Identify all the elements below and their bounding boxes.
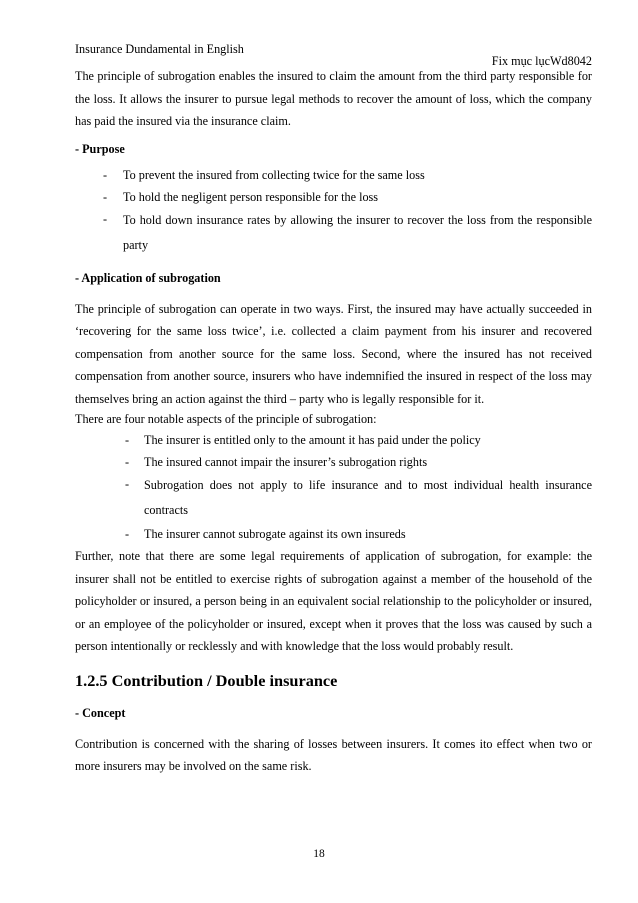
purpose-heading: - Purpose bbox=[75, 141, 125, 156]
dash-bullet: - bbox=[125, 477, 130, 491]
list-item: - To prevent the insured from collecting twice for the same loss bbox=[75, 164, 592, 186]
dash-bullet: - bbox=[103, 189, 108, 204]
dash-bullet: - bbox=[125, 433, 130, 447]
running-header-title: Insurance Dundamental in English bbox=[75, 42, 244, 56]
list-item: - To hold down insurance rates by allowing the insurer to recover the loss from the responsible party bbox=[75, 208, 592, 258]
running-header-note: Fix mục lụcWd8042 bbox=[491, 54, 592, 68]
page-body bbox=[75, 65, 592, 778]
intro-paragraph: The principle of subrogation enables the insured to claim the amount from the third party responsible for the loss. It allows the insurer to pursue legal methods to recover the amount of loss, which the company has paid the insured via the insurance claim. bbox=[75, 69, 592, 128]
page-number: 18 bbox=[313, 848, 325, 860]
list-item: - Subrogation does not apply to life insurance and to most individual health insurance contracts bbox=[75, 473, 592, 523]
list-item: - The insurer cannot subrogate against its own insureds bbox=[75, 523, 592, 545]
purpose-list bbox=[75, 164, 592, 258]
list-item: - To hold the negligent person responsible for the loss bbox=[75, 186, 592, 208]
concept-paragraph: Contribution is concerned with the sharing of losses between insurers. It comes ito effect when two or more insurers may be involved on the same risk. bbox=[75, 736, 592, 773]
section-title: 1.2.5 Contribution / Double insurance bbox=[75, 670, 338, 690]
dash-bullet: - bbox=[103, 211, 108, 226]
list-item: - The insurer is entitled only to the amount it has paid under the policy bbox=[75, 429, 592, 451]
dash-bullet: - bbox=[125, 455, 130, 469]
application-heading: - Application of subrogation bbox=[75, 270, 221, 285]
dash-bullet: - bbox=[103, 167, 108, 182]
dash-bullet: - bbox=[125, 527, 130, 541]
further-paragraph: Further, note that there are some legal requirements of application of subrogation, for example: the insurer shall not be entitled to exercise rights of subrogation against a member of the household of the policyholder or insured, a person being in an equivalent social relationship to the policyholder or insured, or an employee of the policyholder or insured, except when it proves that the loss was caused by such a person intentionally or recklessly and with knowledge that the loss would probably result. bbox=[75, 549, 592, 653]
application-paragraph: The principle of subrogation can operate in two ways. First, the insured may have actually succeeded in ‘recovering for the same loss twice’, i.e. collected a claim payment from his insurer and recovered compensation from another source for the same loss. Second, where the insured has not received compensation from another source, insurers who have indemnified the insured in respect of the loss may themselves bring an action against the third – party who is legally responsible for it. bbox=[75, 301, 592, 406]
concept-heading: - Concept bbox=[75, 705, 126, 720]
aspects-intro: There are four notable aspects of the principle of subrogation: bbox=[75, 412, 377, 426]
list-item: - The insured cannot impair the insurer’s subrogation rights bbox=[75, 451, 592, 473]
aspects-list bbox=[75, 429, 592, 545]
